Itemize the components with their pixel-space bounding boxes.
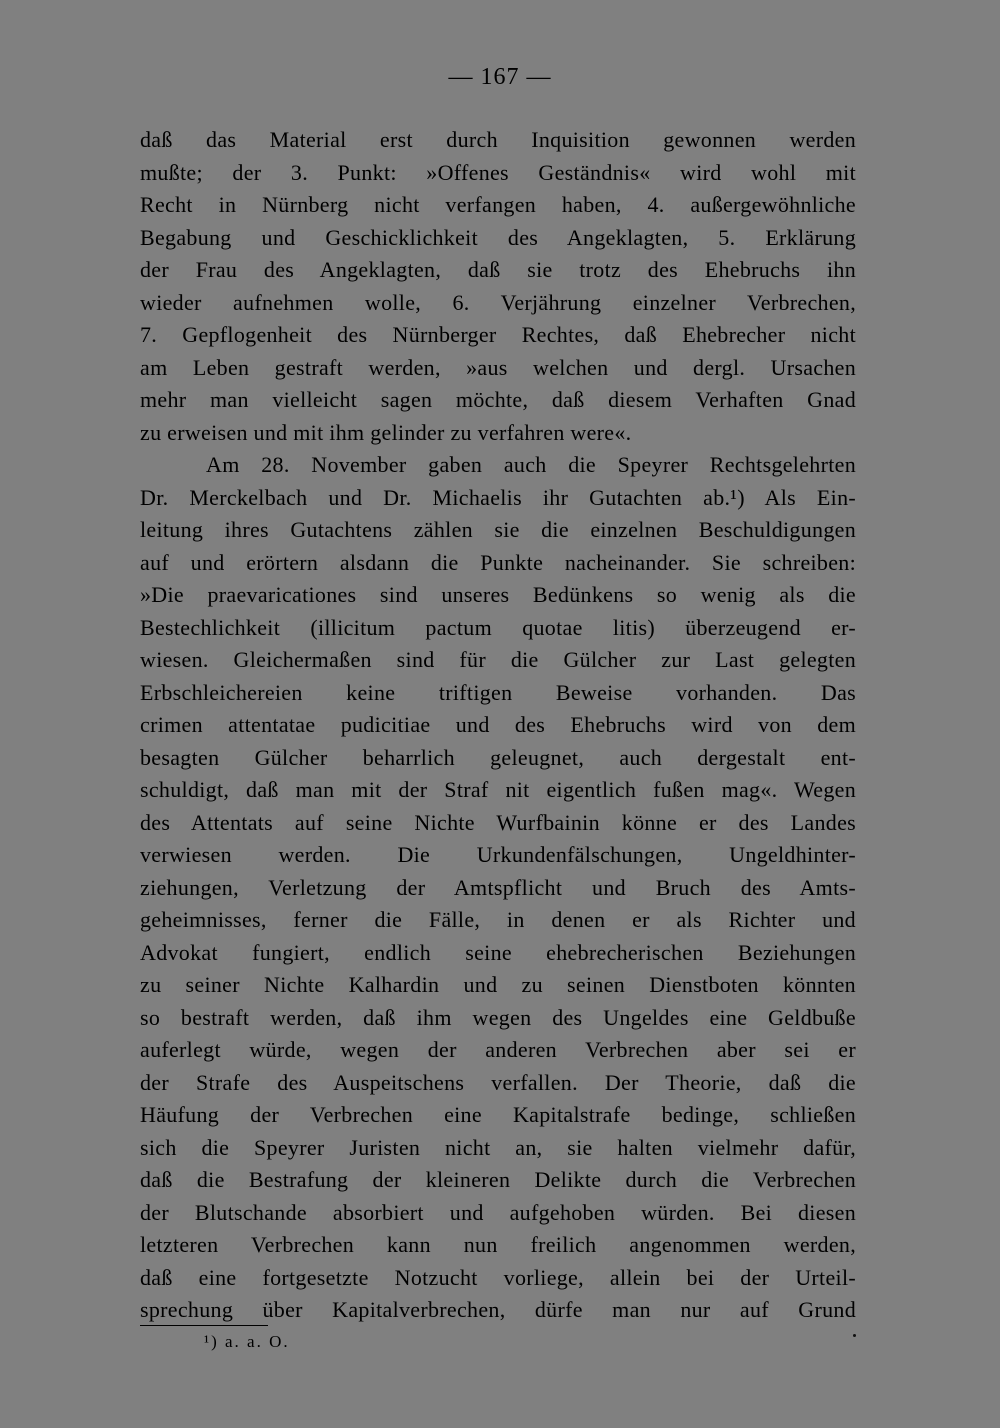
body-line: am Leben gestraft werden, »aus welchen und dergl. Ursachen (140, 354, 856, 380)
body-line: geheimnisses, ferner die Fälle, in denen er als Richter und (140, 907, 856, 932)
body-line: wiesen. Gleichermaßen sind für die Gülcher zur Last gelegten (140, 647, 856, 672)
body-line: crimen attentatae pudicitiae und des Ehebruchs wird von dem (140, 712, 856, 737)
body-line: Häufung der Verbrechen eine Kapitalstrafe bedinge, schließen (140, 1102, 856, 1127)
body-line: mußte; der 3. Punkt: »Offenes Geständnis« wird wohl mit (140, 159, 856, 185)
body-line: Bestechlichkeit (illicitum pactum quotae litis) überzeugend er- (140, 614, 856, 640)
print-speck (853, 1334, 856, 1337)
body-line: daß eine fortgesetzte Notzucht vorliege, allein bei der Urteil- (140, 1264, 856, 1290)
body-line: schuldigt, daß man mit der Straf nit eigentlich fußen mag«. Wegen (140, 777, 856, 802)
body-line: Erbschleichereien keine triftigen Beweise vorhanden. Das (140, 679, 856, 705)
footnote-divider (140, 1325, 268, 1326)
body-line: auf und erörtern alsdann die Punkte nacheinander. Sie schreiben: (140, 549, 856, 575)
body-line: ziehungen, Verletzung der Amtspflicht und Bruch des Amts- (140, 874, 856, 900)
body-line: wieder aufnehmen wolle, 6. Verjährung einzelner Verbrechen, (140, 289, 856, 315)
body-line: »Die praevaricationes sind unseres Bedünkens so wenig als die (140, 582, 856, 607)
body-line: Begabung und Geschicklichkeit des Angeklagten, 5. Erklärung (140, 224, 856, 250)
body-line: daß die Bestrafung der kleineren Delikte durch die Verbrechen (140, 1167, 856, 1192)
body-line: letzteren Verbrechen kann nun freilich angenommen werden, (140, 1232, 856, 1257)
body-line: sich die Speyrer Juristen nicht an, sie halten vielmehr dafür, (140, 1134, 856, 1160)
body-line: sprechung über Kapitalverbrechen, dürfe man nur auf Grund (140, 1297, 856, 1322)
body-line: mehr man vielleicht sagen möchte, daß diesem Verhaften Gnad (140, 387, 856, 412)
body-line: besagten Gülcher beharrlich geleugnet, auch dergestalt ent- (140, 744, 856, 770)
body-line: leitung ihres Gutachtens zählen sie die einzelnen Beschuldigungen (140, 517, 856, 542)
body-line: daß das Material erst durch Inquisition gewonnen werden (140, 127, 856, 152)
body-line: zu seiner Nichte Kalhardin und zu seinen Dienstboten könnten (140, 972, 856, 997)
body-line: der Strafe des Auspeitschens verfallen. Der Theorie, daß die (140, 1069, 856, 1095)
body-line: Dr. Merckelbach und Dr. Michaelis ihr Gutachten ab.¹) Als Ein- (140, 484, 856, 510)
page-number-header: — 167 — (448, 64, 552, 90)
body-line: so bestraft werden, daß ihm wegen des Ungeldes eine Geldbuße (140, 1004, 856, 1030)
body-line: Recht in Nürnberg nicht verfangen haben, 4. außergewöhnliche (140, 192, 856, 217)
body-line: Am 28. November gaben auch die Speyrer Rechtsgelehrten (206, 452, 856, 477)
body-line: auferlegt würde, wegen der anderen Verbrechen aber sei er (140, 1037, 856, 1062)
body-line: zu erweisen und mit ihm gelinder zu verfahren were«. (140, 419, 632, 445)
body-line: der Blutschande absorbiert und aufgehoben würden. Bei diesen (140, 1199, 856, 1225)
body-line: der Frau des Angeklagten, daß sie trotz des Ehebruchs ihn (140, 257, 856, 282)
body-line: 7. Gepflogenheit des Nürnberger Rechtes, daß Ehebrecher nicht (140, 322, 856, 347)
footnote-text: ¹) a. a. O. (204, 1332, 290, 1351)
body-line: des Attentats auf seine Nichte Wurfbainin könne er des Landes (140, 809, 856, 835)
body-line: Advokat fungiert, endlich seine ehebrecherischen Beziehungen (140, 939, 856, 965)
body-line: verwiesen werden. Die Urkundenfälschungen, Ungeldhinter- (140, 842, 856, 867)
body-text (140, 124, 856, 1327)
